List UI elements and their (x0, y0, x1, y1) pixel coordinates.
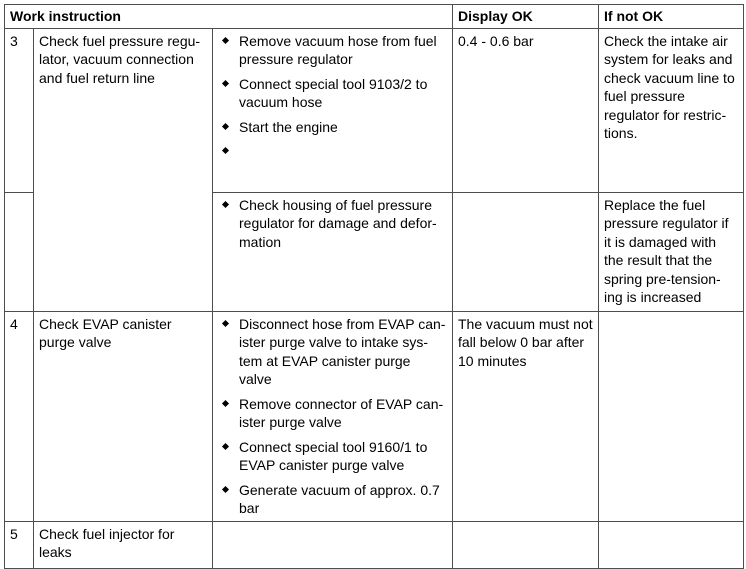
list-item-text: Generate vacuum of approx. 0.7 bar (239, 481, 440, 516)
list-item (218, 315, 447, 389)
step-actions (213, 311, 453, 521)
bullet-diamond-icon (222, 442, 229, 449)
list-item-text: Disconnect hose from EVAP can-ister purge valve to intake sys-tem at EVAP canister purge valve (239, 315, 446, 387)
list-item-text: Start the engine (239, 118, 338, 135)
list-item (218, 32, 447, 69)
step-instruction: Check fuel pressure regu-lator, vacuum connection and fuel return line (34, 28, 213, 311)
table-row-4 (5, 311, 744, 521)
list-item (218, 196, 447, 252)
display-ok-value: 0.4 - 0.6 bar (453, 28, 599, 192)
list-item-text: Remove vacuum hose from fuel pressure regulator (239, 32, 437, 67)
list-item (218, 481, 447, 518)
table-row-3a (5, 28, 744, 192)
step-actions (213, 192, 453, 311)
header-work-instruction: Work instruction (5, 5, 453, 29)
bullet-diamond-icon (222, 79, 229, 86)
list-item-text: Check housing of fuel pressure regulator for damage and defor-mation (239, 196, 437, 250)
bullet-diamond-icon (222, 147, 229, 154)
display-ok-value: The vacuum must not fall below 0 bar after 10 minutes (453, 311, 599, 521)
step-instruction: Check fuel injector for leaks (34, 521, 213, 568)
step-number: 5 (5, 521, 34, 568)
display-ok-value (453, 192, 599, 311)
list-item (218, 438, 447, 475)
list-item (218, 118, 447, 137)
bullet-diamond-icon (222, 399, 229, 406)
step-actions (213, 28, 453, 192)
list-item-text: Connect special tool 9103/2 to vacuum hose (239, 75, 428, 110)
header-display-ok: Display OK (453, 5, 599, 29)
if-not-ok-value (599, 521, 744, 568)
list-item-text: Remove connector of EVAP can-ister purge valve (239, 395, 444, 430)
list-item (218, 75, 447, 112)
header-row (5, 5, 744, 29)
work-instruction-table (4, 4, 744, 569)
if-not-ok-value (599, 311, 744, 521)
bullet-diamond-icon (222, 319, 229, 326)
display-ok-value (453, 521, 599, 568)
list-item-text: Connect special tool 9160/1 to EVAP canister purge valve (239, 438, 428, 473)
step-actions (213, 521, 453, 568)
step-instruction: Check EVAP canister purge valve (34, 311, 213, 521)
bullet-diamond-icon (222, 122, 229, 129)
bullet-diamond-icon (222, 36, 229, 43)
table-row-5 (5, 521, 744, 568)
if-not-ok-value: Check the intake air system for leaks and check vacuum line to fuel pressure regulator for restric-tions. (599, 28, 744, 192)
header-if-not-ok: If not OK (599, 5, 744, 29)
step-number-empty (5, 192, 34, 311)
if-not-ok-value: Replace the fuel pressure regulator if it is damaged with the result that the spring pre-tension-ing is increased (599, 192, 744, 311)
step-number: 4 (5, 311, 34, 521)
bullet-diamond-icon (222, 200, 229, 207)
step-number: 3 (5, 28, 34, 192)
bullet-diamond-icon (222, 485, 229, 492)
list-item (218, 395, 447, 432)
